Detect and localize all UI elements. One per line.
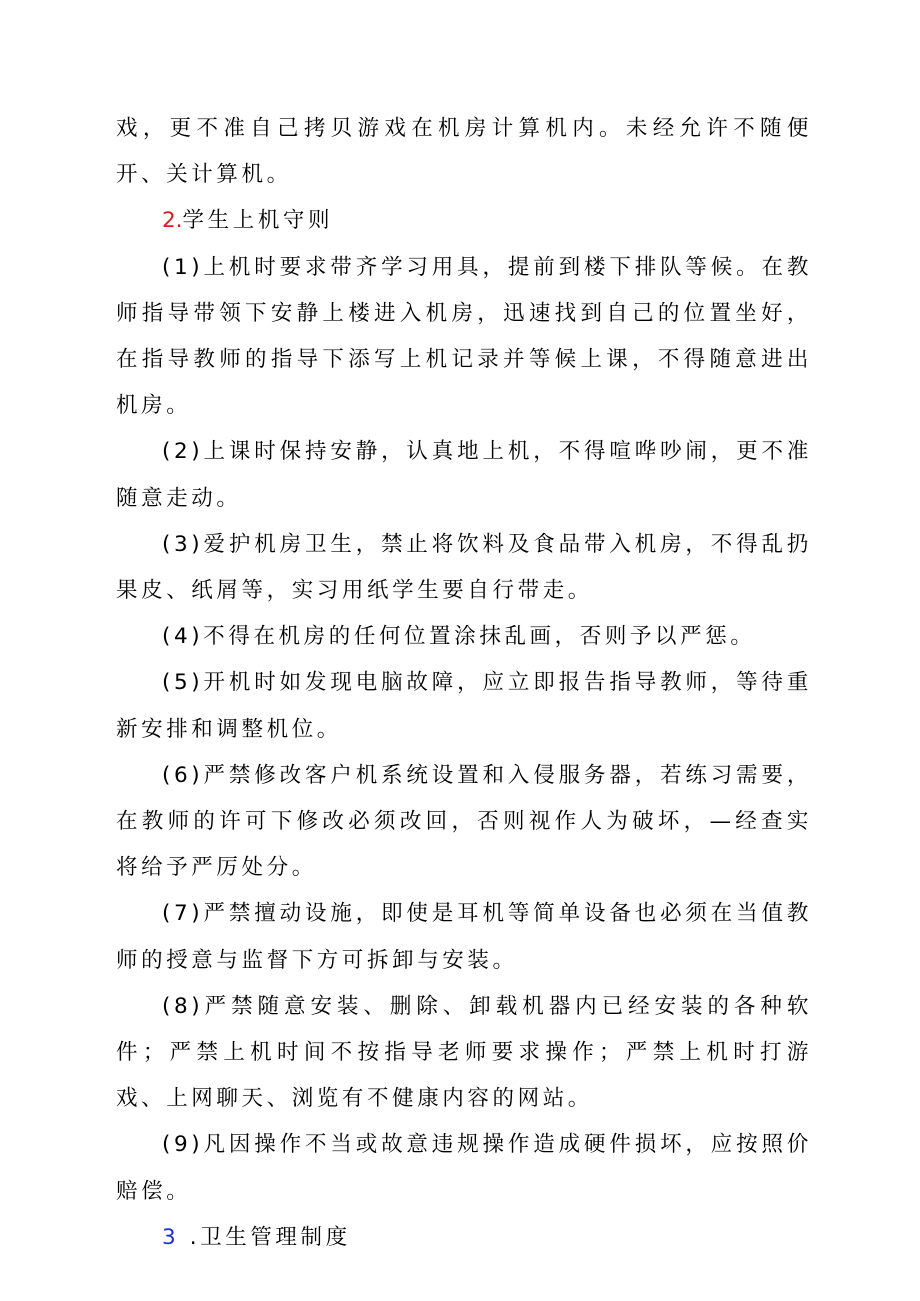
rule-2: (2)上课时保持安静，认真地上机，不得喧哗吵闹，更不准随意走动。 <box>116 439 812 511</box>
paragraph-continuation: 戏，更不准自己拷贝游戏在机房计算机内。未经允许不随便开、关计算机。 <box>116 116 812 188</box>
rule-5: (5)开机时如发现电脑故障，应立即报告指导教师，等待重新安排和调整机位。 <box>116 670 812 742</box>
section-title-3: .卫生管理制度 <box>189 1224 351 1250</box>
rule-3: (3)爱护机房卫生，禁止将饮料及食品带入机房，不得乱扔果皮、纸屑等，实习用纸学生要自行带走。 <box>116 531 812 604</box>
rule-1: (1)上机时要求带齐学习用具，提前到楼下排队等候。在教师指导带领下安静上楼进入机房，迅速找到自己的位置坐好，在指导教师的指导下添写上机记录并等候上课，不得随意进出机房。 <box>116 254 812 419</box>
document-page <box>116 106 812 1261</box>
section-title-2: 学生上机守则 <box>182 208 334 234</box>
rule-9: (9)凡因操作不当或故意违规操作造成硬件损坏，应按照价赔偿。 <box>116 1132 812 1204</box>
rule-4: (4)不得在机房的任何位置涂抹乱画，否则予以严惩。 <box>162 624 756 650</box>
rule-6: (6)严禁修改客户机系统设置和入侵服务器，若练习需要，在教师的许可下修改必须改回，否则视作人为破坏，—经查实将给予严厉处分。 <box>116 762 812 881</box>
rule-8: (8)严禁随意安装、删除、卸载机器内已经安装的各种软件；严禁上机时间不按指导老师要求操作；严禁上机时打游戏、上网聊天、浏览有不健康内容的网站。 <box>116 993 812 1112</box>
section-number-2: 2. <box>162 208 183 234</box>
rule-7: (7)严禁擅动设施，即使是耳机等简单设备也必须在当值教师的授意与监督下方可拆卸与安装。 <box>116 901 812 973</box>
section-heading-3 <box>116 1215 812 1261</box>
section-number-3: 3 <box>162 1224 176 1250</box>
section-heading-2 <box>116 198 812 244</box>
